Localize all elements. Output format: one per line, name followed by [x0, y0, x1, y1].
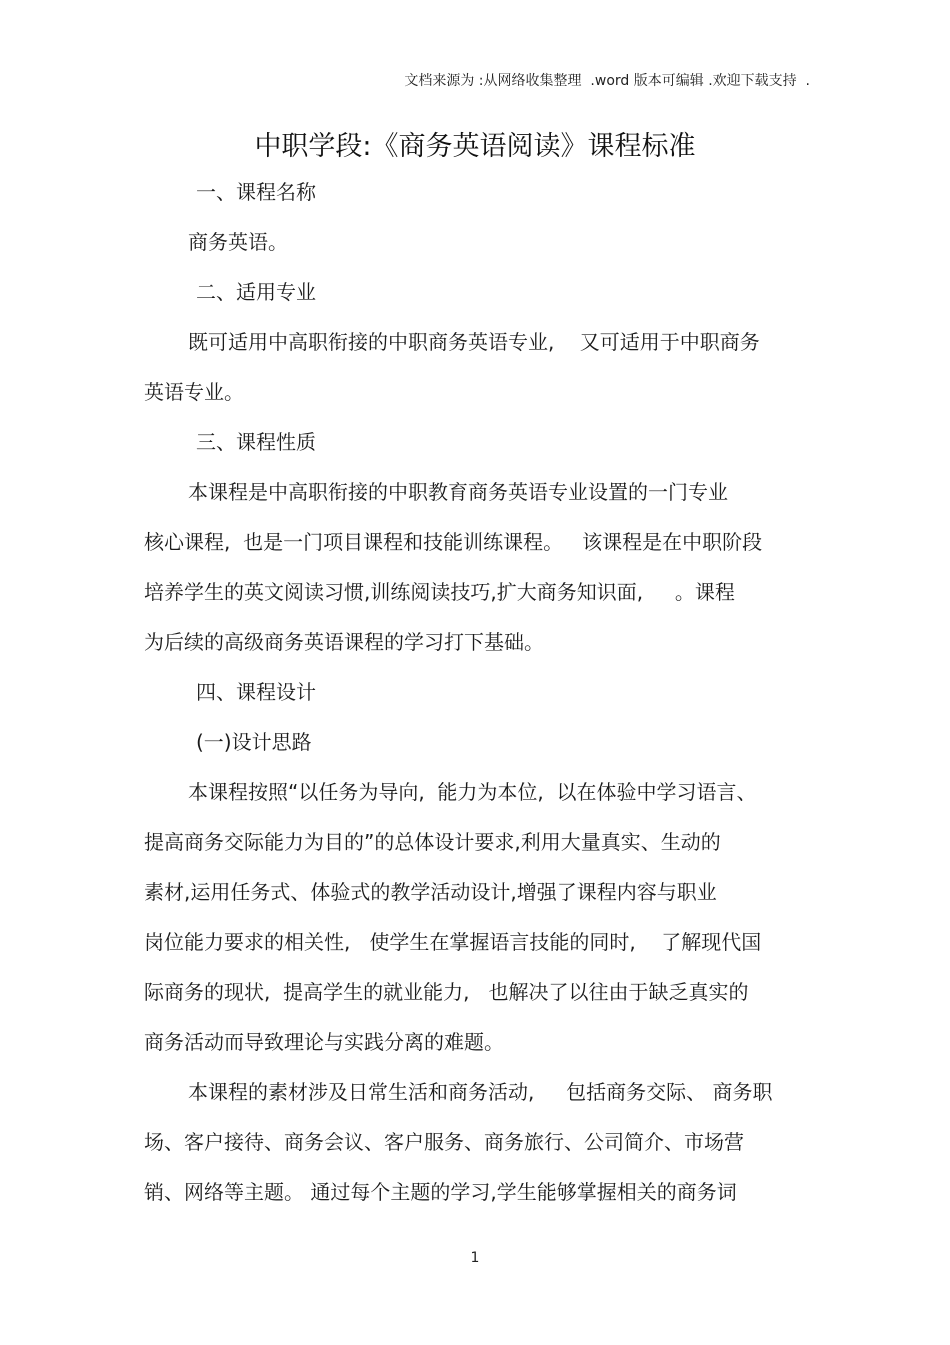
paragraph-line: 际商务的现状, 提高学生的就业能力, 也解决了以往由于缺乏真实的 — [144, 980, 749, 1004]
paragraph-line: 本课程的素材涉及日常生活和商务活动, 包括商务交际、 商务职 — [188, 1080, 773, 1104]
paragraph-line: 为后续的高级商务英语课程的学习打下基础。 — [144, 630, 544, 654]
paragraph-line: 培养学生的英文阅读习惯,训练阅读技巧,扩大商务知识面, 。课程 — [144, 580, 735, 604]
paragraph-line: 英语专业。 — [144, 380, 244, 404]
paragraph-line: 本课程是中高职衔接的中职教育商务英语专业设置的一门专业 — [188, 480, 728, 504]
section-heading-applicable-major: 二、适用专业 — [196, 280, 316, 304]
section-heading-course-name: 一、课程名称 — [196, 180, 316, 204]
paragraph-line: 核心课程, 也是一门项目课程和技能训练课程。 该课程是在中职阶段 — [144, 530, 763, 554]
paragraph-line: 销、网络等主题。 通过每个主题的学习,学生能够掌握相关的商务词 — [144, 1180, 737, 1204]
document-title: 中职学段:《商务英语阅读》课程标准 — [254, 131, 696, 162]
paragraph-line: 商务活动而导致理论与实践分离的难题。 — [144, 1030, 504, 1054]
paragraph-line: 既可适用中高职衔接的中职商务英语专业, 又可适用于中职商务 — [188, 330, 760, 354]
paragraph-line: 本课程按照“以任务为导向, 能力为本位, 以在体验中学习语言、 — [188, 780, 757, 804]
paragraph-line: 岗位能力要求的相关性, 使学生在掌握语言技能的同时, 了解现代国 — [144, 930, 762, 954]
paragraph-line: 场、客户接待、商务会议、客户服务、商务旅行、公司简介、市场营 — [144, 1130, 744, 1154]
paragraph-line: 提高商务交际能力为目的”的总体设计要求,利用大量真实、生动的 — [144, 830, 721, 854]
section-heading-course-design: 四、课程设计 — [196, 680, 316, 704]
page-header-source-note: 文档来源为 :从网络收集整理 .word 版本可编辑 .欢迎下载支持 . — [404, 73, 810, 89]
page-number: 1 — [470, 1250, 480, 1266]
subsection-heading-design-idea: (一)设计思路 — [196, 730, 312, 754]
paragraph-line: 商务英语。 — [188, 230, 288, 254]
paragraph-line: 素材,运用任务式、体验式的教学活动设计,增强了课程内容与职业 — [144, 880, 717, 904]
section-heading-course-nature: 三、课程性质 — [196, 430, 316, 454]
